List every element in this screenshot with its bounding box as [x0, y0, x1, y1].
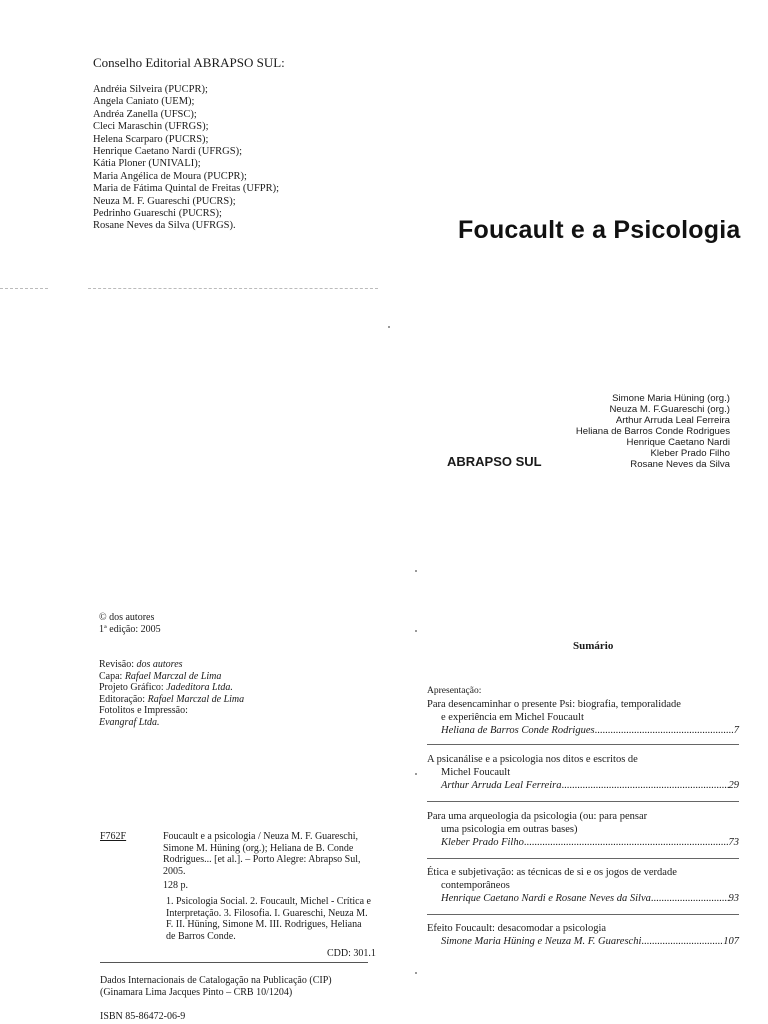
council-member: Rosane Neves da Silva (UFRGS). — [93, 220, 236, 232]
toc-leader — [651, 892, 729, 905]
author-name: Henrique Caetano Nardi — [626, 437, 730, 448]
cip-librarian: (Ginamara Lima Jacques Pinto – CRB 10/1204) — [100, 987, 293, 998]
catalog-cdd: CDD: 301.1 — [327, 948, 376, 959]
toc-author-line — [427, 935, 739, 948]
credit-value: Evangraf Ltda. — [99, 716, 160, 728]
credit-label: Projeto Gráfico: — [99, 682, 167, 693]
council-member: Neuza M. F. Guareschi (PUCRS); — [93, 195, 236, 207]
toc-author-line — [427, 724, 739, 737]
author-name: Neuza M. F.Guareschi (org.) — [609, 404, 730, 415]
author-name: Rosane Neves da Silva — [630, 459, 730, 470]
author-list — [576, 393, 730, 470]
catalog-code: F762F — [100, 831, 127, 842]
toc-page: 29 — [728, 780, 739, 791]
toc-divider — [427, 744, 739, 745]
toc-title: Efeito Foucault: desacomodar a psicologia — [427, 923, 607, 934]
book-title: Foucault e a Psicologia — [458, 216, 741, 244]
scan-speck — [415, 773, 417, 775]
copyright-line: © dos autores — [99, 612, 155, 623]
toc-page: 107 — [723, 936, 739, 947]
toc-leader — [641, 935, 723, 948]
council-list — [93, 84, 279, 233]
credit-value: Jadeditora Ltda. — [166, 682, 233, 693]
credit-value: Rafael Marczal de Lima — [124, 670, 222, 682]
toc-prefix: Apresentação: — [427, 686, 482, 696]
toc-title: Ética e subjetivação: as técnicas de si e os jogos de verdade — [427, 867, 677, 878]
toc-divider — [427, 858, 739, 859]
credit-line — [99, 694, 244, 706]
toc-divider — [427, 801, 739, 802]
council-member: Helena Scarparo (PUCRS); — [93, 133, 209, 145]
cip-line: Dados Internacionais de Catalogação na Publicação (CIP) — [100, 975, 332, 986]
copyright-block — [99, 612, 161, 635]
catalog-entry: Foucault e a psicologia / Neuza M. F. Guareschi, Simone M. Hüning (org.); Heliana de B. Conde Rodrigues... [et al.]. – Porto Alegre: Abrapso Sul, 2005. — [163, 831, 361, 877]
credit-line — [99, 659, 244, 671]
council-member: Andréia Silveira (PUCPR); — [93, 84, 208, 95]
toc-page: 73 — [728, 837, 739, 848]
scan-speck — [415, 570, 417, 572]
edition-line: 1ª edição: 2005 — [99, 623, 161, 635]
toc-title-cont: uma psicologia em outras bases) — [441, 824, 578, 835]
credit-line — [99, 671, 244, 683]
toc-entry — [427, 753, 739, 792]
credit-label: Revisão: — [99, 659, 137, 670]
council-member: Maria de Fátima Quintal de Freitas (UFPR); — [93, 183, 280, 195]
scan-speck — [415, 972, 417, 974]
toc-title-cont: contemporâneos — [441, 880, 510, 891]
council-member: Cleci Maraschin (UFRGS); — [93, 121, 209, 133]
toc-leader — [561, 779, 728, 792]
scan-artifact — [0, 288, 48, 289]
toc-page: 7 — [733, 725, 739, 736]
toc-page: 93 — [728, 893, 739, 904]
author-name: Kleber Prado Filho — [650, 448, 730, 459]
credit-line — [99, 682, 244, 694]
council-member: Kátia Ploner (UNIVALI); — [93, 158, 201, 170]
scan-artifact — [88, 288, 378, 289]
credit-label: Capa: — [99, 670, 125, 682]
toc-author: Simone Maria Hüning e Neuza M. F. Guareschi — [441, 936, 642, 947]
toc-author: Henrique Caetano Nardi e Rosane Neves da Silva — [441, 893, 651, 904]
publisher-name: ABRAPSO SUL — [447, 454, 542, 469]
credit-line — [99, 705, 244, 717]
toc-author-line — [427, 892, 739, 905]
toc-author: Heliana de Barros Conde Rodrigues — [441, 725, 595, 736]
scan-speck — [415, 630, 417, 632]
toc-title-cont: Michel Foucault — [441, 767, 511, 778]
toc-author-line — [427, 836, 739, 849]
council-member: Andréa Zanella (UFSC); — [93, 108, 197, 120]
toc-author-line — [427, 779, 739, 792]
author-name: Heliana de Barros Conde Rodrigues — [575, 426, 730, 437]
scan-speck — [388, 326, 390, 328]
toc-entry — [427, 685, 739, 737]
credit-value: Rafael Marczal de Lima — [147, 693, 245, 705]
toc-author: Kleber Prado Filho — [441, 837, 524, 848]
toc-title: A psicanálise e a psicologia nos ditos e escritos de — [427, 754, 638, 765]
toc-entry — [427, 866, 739, 905]
toc-title: Para desencaminhar o presente Psi: biografia, temporalidade — [427, 699, 681, 710]
council-title: Conselho Editorial ABRAPSO SUL: — [93, 55, 285, 70]
catalog-pages: 128 p. — [163, 880, 188, 891]
council-member: Angela Caniato (UEM); — [93, 96, 195, 108]
credit-label: Fotolitos e Impressão: — [99, 705, 188, 716]
toc-author: Arthur Arruda Leal Ferreira — [441, 780, 562, 791]
toc-leader — [595, 724, 734, 737]
council-member: Maria Angélica de Moura (PUCPR); — [93, 170, 247, 182]
isbn: ISBN 85-86472-06-9 — [100, 1011, 186, 1022]
toc-entry — [427, 922, 739, 948]
toc-title-cont: e experiência em Michel Foucault — [441, 712, 584, 723]
credit-value: dos autores — [136, 659, 183, 670]
credit-line — [99, 717, 244, 729]
credit-label: Editoração: — [99, 693, 148, 705]
council-member: Pedrinho Guareschi (PUCRS); — [93, 208, 222, 220]
summary-title: Sumário — [573, 640, 614, 652]
council-member: Henrique Caetano Nardi (UFRGS); — [93, 146, 243, 158]
author-name: Simone Maria Hüning (org.) — [612, 393, 730, 404]
catalog-divider — [100, 962, 368, 963]
author-name: Arthur Arruda Leal Ferreira — [615, 415, 730, 426]
catalog-subjects: 1. Psicologia Social. 2. Foucault, Michel - Crítica e Interpretação. 3. Filosofia. I. Guareschi, Neuza M. F. II. Hüning, Simone M. III. Rodrigues, Heliana de Barros Conde. — [166, 896, 371, 942]
toc-leader — [524, 836, 729, 849]
toc-title: Para uma arqueologia da psicologia (ou: para pensar — [427, 811, 648, 822]
toc-entry — [427, 810, 739, 849]
credits-list — [99, 659, 244, 728]
toc-divider — [427, 914, 739, 915]
